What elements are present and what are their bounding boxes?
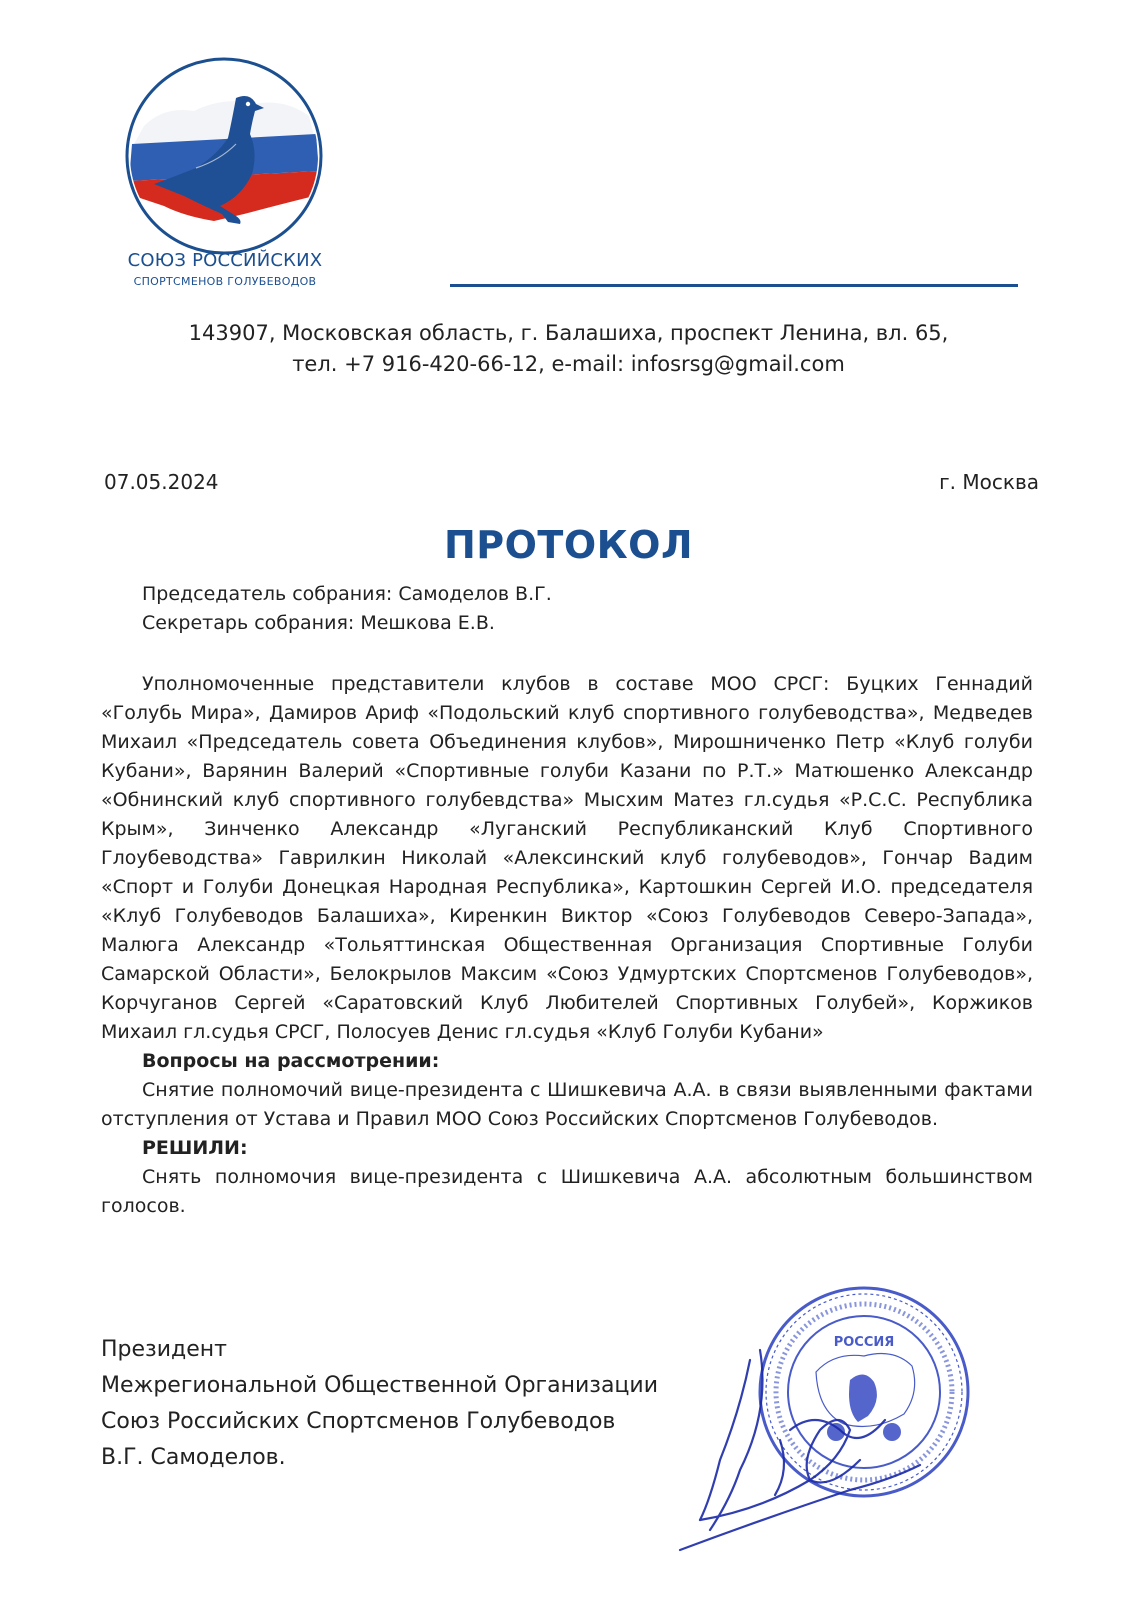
- org-name-line1: СОЮЗ РОССИЙСКИХ: [127, 250, 323, 271]
- signature-block: [101, 1332, 658, 1476]
- questions-paragraph: Снятие полномочий вице-президента с Шишкевича А.А. в связи выявленными фактами отступления от Устава и Правил МОО Союз Российских Спортсменов Голубеводов.: [101, 1079, 1033, 1130]
- signer-name: В.Г. Самоделов.: [101, 1445, 286, 1470]
- org-name-line2: СПОРТСМЕНОВ ГОЛУБЕВОДОВ: [133, 275, 317, 288]
- signer-position: Президент: [101, 1337, 227, 1362]
- header-divider: [450, 284, 1018, 287]
- decision-paragraph: Снять полномочия вице-президента с Шишкевича А.А. абсолютным большинством голосов.: [101, 1166, 1033, 1217]
- contact-line: тел. +7 916-420-66-12, e-mail: infosrsg@gmail.com: [292, 352, 845, 376]
- address-line: 143907, Московская область, г. Балашиха, проспект Ленина, вл. 65,: [188, 321, 949, 345]
- organization-logo: [124, 56, 324, 256]
- questions-heading: Вопросы на рассмотрении:: [142, 1050, 440, 1072]
- document-date: 07.05.2024: [104, 470, 219, 494]
- handwritten-signature: [640, 1320, 940, 1560]
- protocol-body: [101, 670, 1033, 1221]
- document-title: ПРОТОКОЛ: [443, 523, 694, 567]
- representatives-paragraph: Уполномоченные представители клубов в составе МОО СРСГ: Буцких Геннадий «Голубь Мира», Дамиров Ариф «Подольский клуб спортивного голубеводства», Медведев Михаил «Председатель совета Объединения клубов», Мирошниченко Петр «Клуб голуби Кубани», Варянин Валерий «Спортивные голуби Казани по Р.Т.» Матюшенко Александр «Обнинский клуб спортивного голубевдства» Мысхим Матез гл.судья «Р.С.С. Республика Крым», Зинченко Александр «Луганский Республиканский Клуб Спортивного Глоубеводства» Гаврилкин Николай «Алексинский клуб голубеводов», Гончар Вадим «Спорт и Голуби Донецкая Народная Республика», Картошкин Сергей И.О. председателя «Клуб Голубеводов Балашиха», Киренкин Виктор «Союз Голубеводов Северо-Запада», Малюга Александр «Тольяттинская Общественная Организация Спортивные Голуби Самарской Области», Белокрылов Максим «Союз Удмуртских Спортсменов Голубеводов», Корчуганов Сергей «Саратовский Клуб Любителей Спортивных Голубей», Коржиков Михаил гл.судья СРСГ, Полосуев Денис гл.судья «Клуб Голуби Кубани»: [101, 673, 1033, 1043]
- chairperson: Председатель собрания: Самоделов В.Г.: [142, 583, 552, 605]
- signer-org-line1: Межрегиональной Общественной Организации: [101, 1373, 659, 1398]
- decided-heading: РЕШИЛИ:: [142, 1137, 248, 1159]
- document-city: г. Москва: [939, 470, 1039, 494]
- signer-org-line2: Союз Российских Спортсменов Голубеводов: [101, 1409, 616, 1434]
- secretary: Секретарь собрания: Мешкова Е.В.: [142, 612, 495, 634]
- svg-text:РОССИЯ: РОССИЯ: [833, 1335, 895, 1350]
